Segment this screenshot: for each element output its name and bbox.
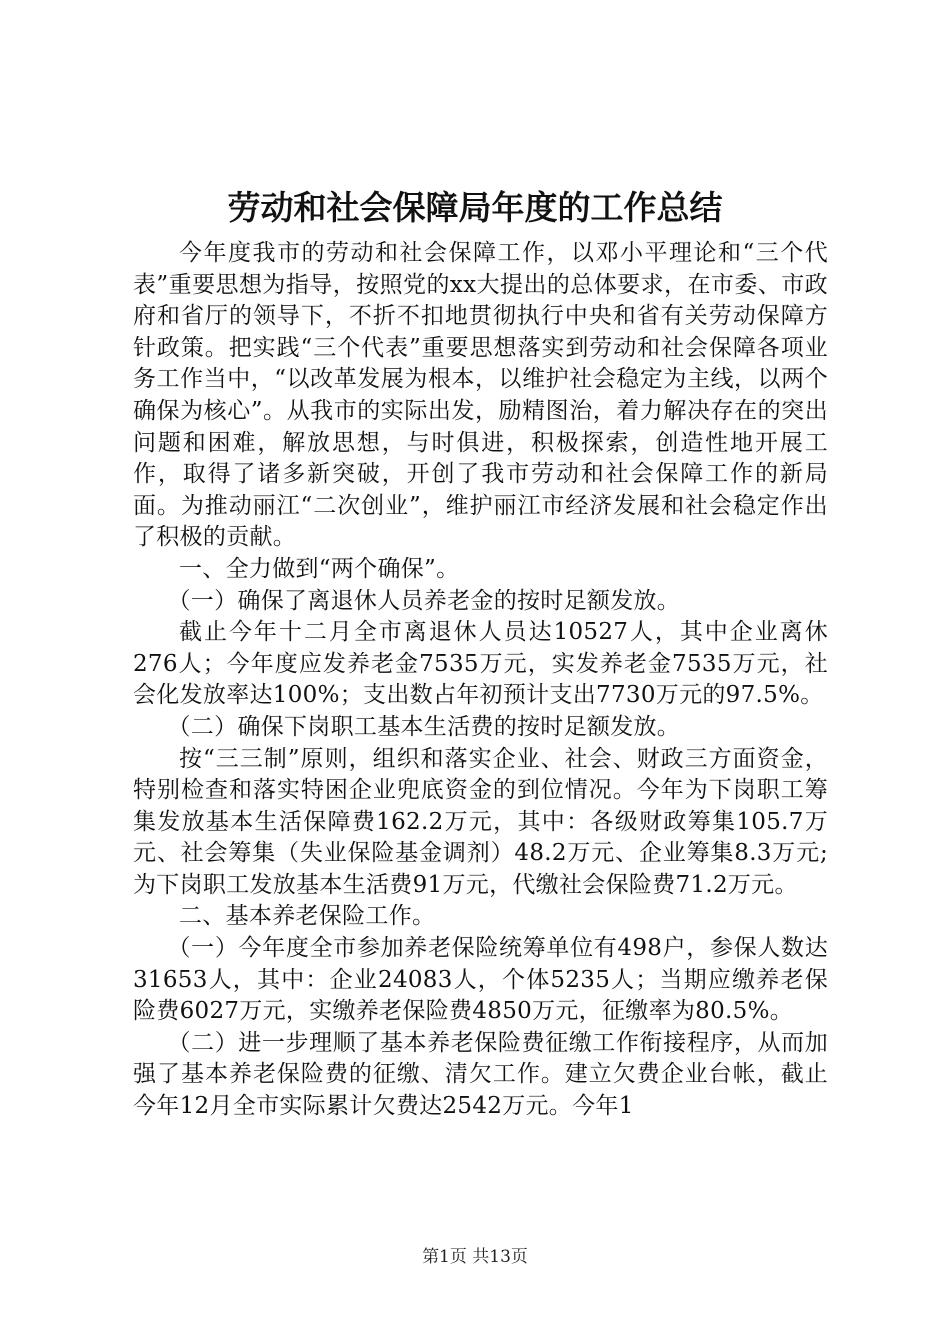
section-heading-2: 二、基本养老保险工作。	[179, 903, 436, 930]
paragraph-2-1: （一）今年度全市参加养老保险统筹单位有498户，参保人数达31653人，其中：企业24083人，个体5235人；当期应缴养老保险费6027万元，实缴养老保险费4850万元，征缴率为80.5%。	[133, 935, 828, 1025]
intro-paragraph: 今年度我市的劳动和社会保障工作，以邓小平理论和“三个代表”重要思想为指导，按照党的xx大提出的总体要求，在市委、市政府和省厅的领导下，不折不扣地贯彻执行中央和省有关劳动保障方针政策。把实践“三个代表”重要思想落实到劳动和社会保障各项业务工作当中，“以改革发展为根本，以维护社会稳定为主线，以两个确保为核心”。从我市的实际出发，励精图治，着力解决存在的突出问题和困难，解放思想，与时俱进，积极探索，创造性地开展工作，取得了诸多新突破，开创了我市劳动和社会保障工作的新局面。为推动丽江“二次创业”，维护丽江市经济发展和社会稳定作出了积极的贡献。	[133, 240, 828, 551]
subsection-heading-1-2: （二）确保下岗职工基本生活费的按时足额发放。	[167, 713, 681, 740]
document-title: 劳动和社会保障局年度的工作总结	[227, 188, 723, 227]
paragraph-1-2: 按“三三制”原则，组织和落实企业、社会、财政三方面资金，特别检查和落实特困企业兜底资金的到位情况。今年为下岗职工筹集发放基本生活保障费162.2万元，其中：各级财政筹集105.7万元、社会筹集（失业保险基金调剂）48.2万元、企业筹集8.3万元;为下岗职工发放基本生活费91万元，代缴社会保险费71.2万元。	[133, 745, 828, 898]
document-body	[133, 238, 828, 1123]
section-heading-1: 一、全力做到“两个确保”。	[179, 555, 460, 582]
page-number-footer: 第1页 共13页	[422, 1247, 528, 1267]
subsection-heading-1-1: （一）确保了离退休人员养老金的按时足额发放。	[167, 587, 681, 614]
paragraph-1-1: 截止今年十二月全市离退休人员达10527人，其中企业离休276人；今年度应发养老金7535万元，实发养老金7535万元，社会化发放率达100%；支出数占年初预计支出7730万元的97.5%。	[133, 619, 828, 709]
paragraph-2-2: （二）进一步理顺了基本养老保险费征缴工作衔接程序，从而加强了基本养老保险费的征缴、清欠工作。建立欠费企业台帐，截止今年12月全市实际累计欠费达2542万元。今年1	[133, 1029, 828, 1120]
